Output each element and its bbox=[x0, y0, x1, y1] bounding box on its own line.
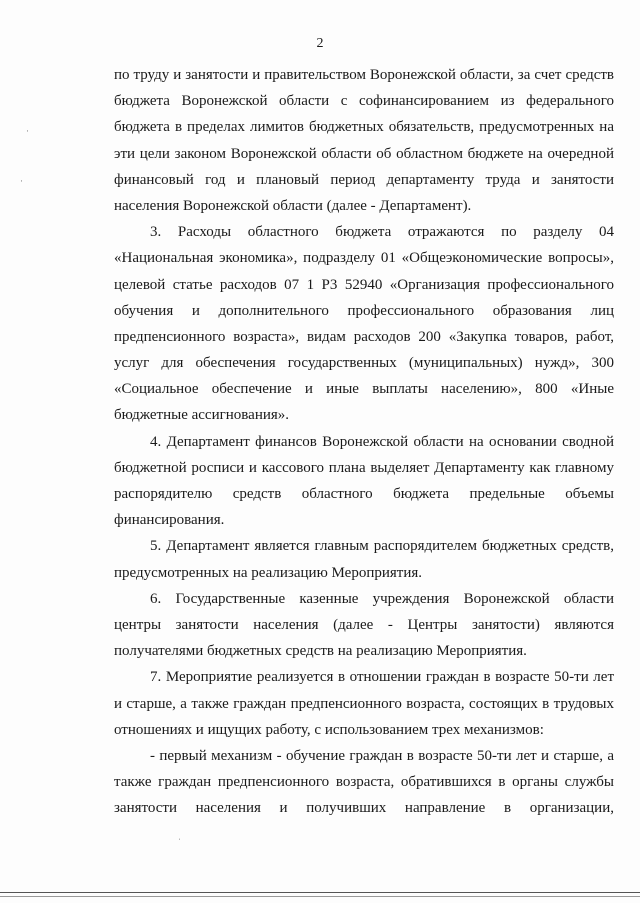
text-line: эти цели законом Воронежской области об областном бюджете на очередной bbox=[114, 145, 614, 162]
text-line: распорядителю средств областного бюджета предельные объемы bbox=[114, 486, 614, 502]
text-line: предпенсионного возраста», видам расходов 200 «Закупка товаров, работ, bbox=[114, 328, 614, 345]
text-line: обучения и дополнительного профессионального образования лиц bbox=[114, 302, 614, 319]
text-line: «Национальная экономика», подразделу 01 «Общеэкономические вопросы», bbox=[114, 250, 614, 267]
text-line: 6. Государственные казенные учреждения Воронежской области bbox=[150, 590, 614, 607]
text-line: финансирования. bbox=[114, 512, 225, 529]
text-line: и старше, а также граждан предпенсионного возраста, состоящих в трудовых bbox=[114, 695, 614, 712]
text-line: отношениях и ищущих работу, с использованием трех механизмов: bbox=[114, 721, 544, 738]
text-line: - первый механизм - обучение граждан в возрасте 50-ти лет и старше, а bbox=[150, 747, 614, 764]
text-line: целевой статье расходов 07 1 Р3 52940 «Организация профессионального bbox=[114, 276, 614, 293]
text-line: бюджетные ассигнования». bbox=[114, 407, 290, 424]
page-number: 2 bbox=[316, 36, 324, 51]
scan-edge-line bbox=[0, 896, 640, 897]
text-line: 5. Департамент является главным распорядителем бюджетных средств, bbox=[150, 538, 614, 555]
scan-edge-line bbox=[0, 892, 640, 893]
text-line: 7. Мероприятие реализуется в отношении граждан в возрасте 50-ти лет bbox=[150, 669, 614, 686]
text-line: «Социальное обеспечение и иные выплаты населению», 800 «Иные bbox=[114, 381, 614, 398]
text-line: бюджетной росписи и кассового плана выделяет Департаменту как главному bbox=[114, 459, 614, 476]
scan-speck: · bbox=[20, 176, 23, 186]
text-line: предусмотренных на реализацию Мероприятия. bbox=[114, 564, 423, 581]
text-line: населения Воронежской области (далее - Департамент). bbox=[114, 197, 472, 214]
text-line: 4. Департамент финансов Воронежской области на основании сводной bbox=[150, 433, 614, 450]
document-body bbox=[114, 62, 614, 821]
text-line: бюджета в пределах лимитов бюджетных обязательств, предусмотренных на bbox=[114, 119, 614, 136]
text-line: получателями бюджетных средств на реализацию Мероприятия. bbox=[114, 643, 527, 660]
scan-speck: ˌ bbox=[178, 830, 181, 840]
text-line: услуг для обеспечения государственных (муниципальных) нужд», 300 bbox=[114, 355, 614, 372]
text-line: финансовый год и плановый период департаменту труда и занятости bbox=[114, 171, 614, 188]
text-line: по труду и занятости и правительством Воронежской области, за счет средств bbox=[114, 67, 614, 83]
text-line: бюджета Воронежской области с софинансированием из федерального bbox=[114, 93, 614, 110]
text-line: также граждан предпенсионного возраста, обратившихся в органы службы bbox=[114, 774, 614, 791]
text-line: центры занятости населения (далее - Центры занятости) являются bbox=[114, 616, 614, 633]
text-line: занятости населения и получивших направление в организации, bbox=[114, 800, 614, 817]
scan-speck: · bbox=[26, 126, 29, 136]
text-line: 3. Расходы областного бюджета отражаются по разделу 04 bbox=[150, 224, 614, 241]
